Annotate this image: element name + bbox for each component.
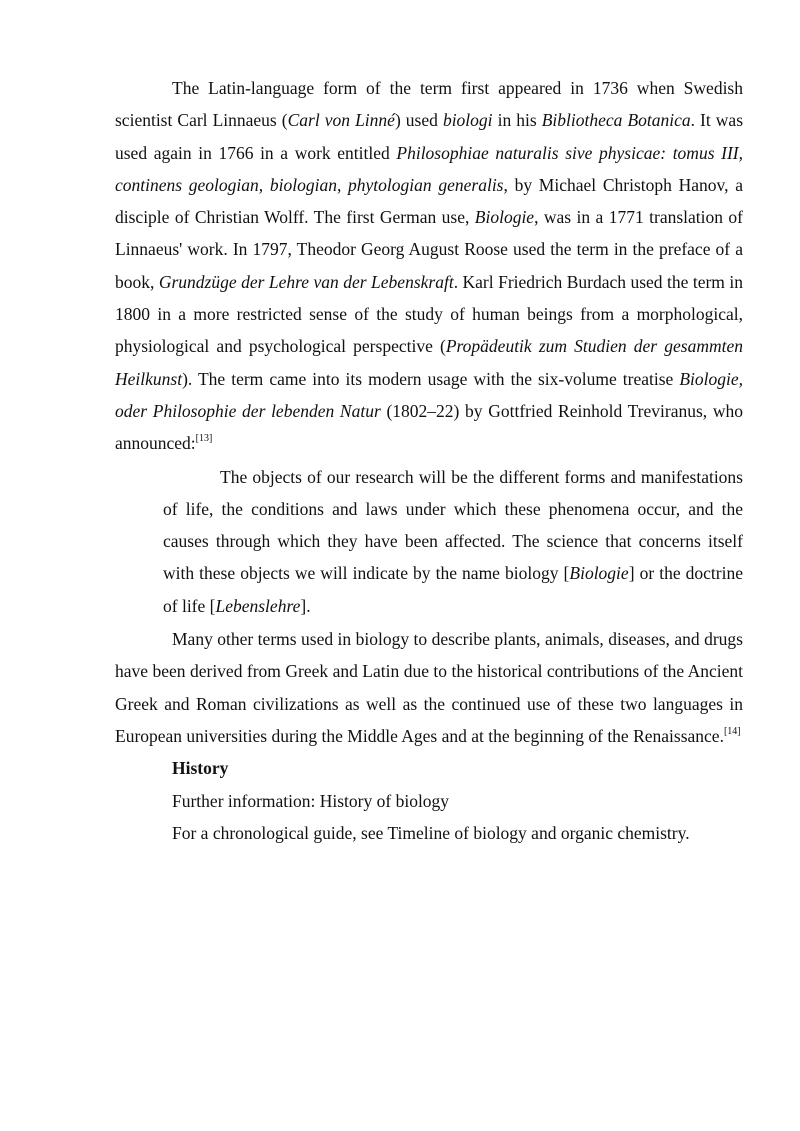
quote-text: ]. (300, 595, 311, 616)
paragraph-text: , by Michael Christoph Hanov, a disciple of Christian Wolff. The first German use, (115, 174, 743, 228)
italic-title: Bibliotheca Botanica (541, 110, 691, 131)
italic-title: Philosophiae naturalis sive physicae: tomus III, continens geologian, biologian, phytologian generalis (115, 142, 743, 195)
quote-text: ] or the doctrine of life [ (163, 563, 744, 616)
section-heading-history: History (172, 758, 229, 779)
paragraph-text: . It was used again in 1766 in a work entitled (115, 110, 743, 163)
paragraph-text: Many other terms used in biology to describe plants, animals, diseases, and drugs have been derived from Greek and Latin due to the historical contributions of the Ancient Greek and Roman civilizations as well as the continued use of these two languages in European universities during the Middle Ages and at the beginning of the Renaissance. (115, 629, 743, 746)
citation-ref[interactable]: [13] (195, 433, 213, 445)
paragraph-text: (1802–22) by Gottfried Reinhold Treviranus, who announced: (115, 400, 743, 454)
italic-title: Biologie, oder Philosophie der lebenden Natur (115, 368, 743, 421)
italic-term: Biologie (474, 207, 535, 228)
citation-ref[interactable]: [14] (723, 726, 741, 738)
document-page (115, 72, 743, 849)
italic-term: Lebenslehre (215, 595, 301, 616)
quote-text: The objects of our research will be the different forms and manifestations of life, the conditions and laws under which these phenomena occur, and the causes through which they have been affected. The science that concerns itself with these objects we will indicate by the name biology [ (163, 466, 743, 584)
paragraph-terms (115, 623, 743, 752)
italic-title: Propädeutik zum Studien der gesammten Heilkunst (115, 336, 743, 389)
paragraph-text: The Latin-language form of the term first appeared in 1736 when Swedish scientist Carl Linnaeus ( (115, 78, 743, 131)
block-quote (163, 461, 743, 622)
paragraph-text: ) used (394, 110, 443, 131)
paragraph-text: , was in a 1771 translation of Linnaeus' work. In 1797, Theodor Georg August Roose used the term in the preface of a book, (115, 207, 743, 292)
paragraph-text: . Karl Friedrich Burdach used the term in 1800 in a more restricted sense of the study of human beings from a morphological, physiological and psychological perspective ( (115, 271, 743, 357)
italic-term: Biologie (569, 563, 629, 584)
paragraph-text: ). The term came into its modern usage with the six-volume treatise (182, 368, 680, 389)
further-information-link[interactable]: Further information: History of biology (172, 790, 450, 811)
chronological-guide-link[interactable]: For a chronological guide, see Timeline of biology and organic chemistry. (172, 822, 690, 843)
paragraph-latin-origin (115, 72, 743, 460)
italic-title: Grundzüge der Lehre van der Lebenskraft (158, 271, 454, 292)
italic-term: Carl von Linné (287, 110, 395, 131)
italic-term: biologi (442, 110, 493, 131)
paragraph-text: in his (492, 110, 542, 131)
